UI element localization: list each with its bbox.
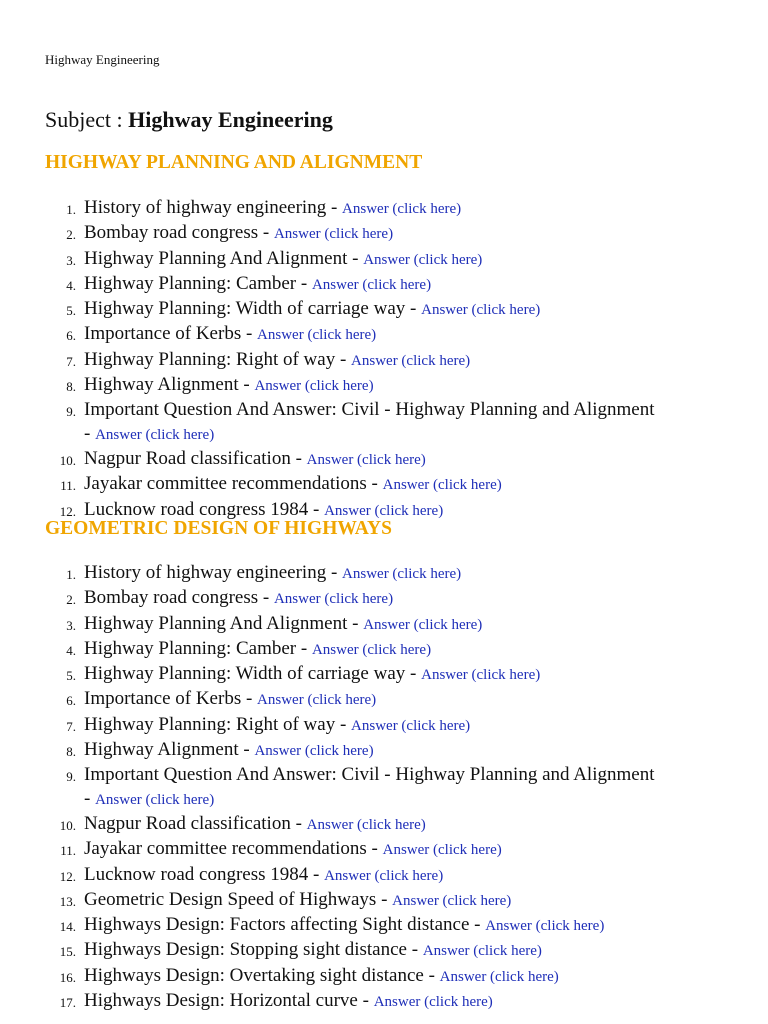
list-item-number: 8. [66,744,76,760]
section-heading-geometric: GEOMETRIC DESIGN OF HIGHWAYS [45,518,392,539]
list-item [0,687,768,712]
list-item-title: Highway Planning: Right of way - [84,348,347,370]
list-item-title: Jayakar committee recommendations - [84,838,378,860]
list-item-title: Highway Planning: Width of carriage way - [84,298,417,320]
answer-link[interactable]: Answer (click here) [311,276,432,293]
list-item [0,662,768,687]
subject-name: Highway Engineering [128,107,333,132]
list-item-title: Importance of Kerbs - [84,323,253,345]
list-item-number: 17. [59,995,76,1011]
list-item-number: 6. [66,693,76,709]
answer-link[interactable]: Answer (click here) [363,251,483,268]
answer-link[interactable]: Answer (click here) [273,226,394,243]
list-item [0,812,768,837]
answer-link[interactable]: Answer (click here) [382,842,502,859]
answer-link[interactable]: Answer (click here) [311,641,432,658]
list-item-number: 7. [66,718,76,734]
list-item-number: 12. [59,503,76,519]
running-header: Highway Engineering [45,52,160,67]
answer-link[interactable]: Answer (click here) [363,616,483,633]
answer-link[interactable]: Answer (click here) [95,426,215,443]
list-item-title: Important Question And Answer: Civil - Highway Planning and Alignment - [84,399,655,444]
list-item [0,938,768,963]
list-item-number: 3. [66,252,76,268]
list-item-title: Jayakar committee recommendations - [84,473,378,495]
answer-link[interactable]: Answer (click here) [257,692,377,709]
list-item-number: 2. [66,227,76,243]
list-item-title: Nagpur Road classification - [84,447,302,469]
list-item-number: 11. [60,478,76,494]
list-item-title: Bombay road congress - [84,222,270,244]
list-item-number: 2. [66,592,76,608]
list-item-title: Bombay road congress - [84,587,270,609]
list-item [0,561,768,586]
list-item-title: Importance of Kerbs - [84,688,253,710]
answer-link[interactable]: Answer (click here) [422,943,542,960]
list-item-number: 14. [59,919,76,935]
list-item-title: Nagpur Road classification - [84,812,302,834]
list-item [0,322,768,347]
list-item-title: Highway Planning: Width of carriage way - [84,663,417,685]
list-item-title: Highway Planning: Right of way - [84,713,347,735]
answer-link[interactable]: Answer (click here) [351,352,471,369]
list-item [0,964,768,989]
list-item-title: Highway Planning: Camber - [84,637,308,659]
list-item-number: 11. [60,843,76,859]
answer-link[interactable]: Answer (click here) [324,867,444,884]
list-item [0,989,768,1014]
list-item-title: Highways Design: Stopping sight distance - [84,939,419,961]
list-item-title: Highway Planning: Camber - [84,272,308,294]
answer-link[interactable]: Answer (click here) [421,667,541,684]
answer-link[interactable]: Answer (click here) [373,994,493,1011]
list-item-title: Lucknow road congress 1984 - [84,863,320,885]
list-item-title: Important Question And Answer: Civil - Highway Planning and Alignment - [84,764,655,809]
list-item-title: Highways Design: Factors affecting Sight distance - [84,914,481,936]
list-item [0,447,768,472]
list-item-title: History of highway engineering - [84,562,338,583]
answer-link[interactable]: Answer (click here) [306,451,426,468]
list-item-number: 16. [59,969,76,985]
answer-link[interactable]: Answer (click here) [254,743,374,760]
topic-list-planning [0,196,768,523]
list-item-number: 4. [66,642,76,658]
list-item-number: 12. [59,868,76,884]
list-item-title: Highways Design: Horizontal curve - [84,990,369,1012]
answer-link[interactable]: Answer (click here) [439,968,559,985]
list-item-number: 9. [66,404,76,420]
list-item [0,586,768,611]
page-title [45,106,333,134]
list-item-number: 1. [66,202,76,217]
list-item [0,837,768,862]
list-item [0,196,768,221]
list-item [0,398,684,447]
list-item-title: History of highway engineering - [84,197,338,218]
answer-link[interactable]: Answer (click here) [306,816,426,833]
list-item-number: 9. [66,769,76,785]
list-item-title: Lucknow road congress 1984 - [84,498,320,520]
list-item [0,637,768,662]
list-item-number: 8. [66,379,76,395]
answer-link[interactable]: Answer (click here) [95,791,215,808]
list-item-number: 1. [66,567,76,582]
answer-link[interactable]: Answer (click here) [485,918,605,935]
answer-link[interactable]: Answer (click here) [382,477,502,494]
list-item-title: Geometric Design Speed of Highways - [84,888,388,910]
list-item-title: Highway Planning And Alignment - [84,612,359,634]
list-item-number: 5. [66,303,76,319]
list-item [0,348,768,373]
list-item [0,863,768,888]
list-item-number: 5. [66,668,76,684]
list-item-number: 15. [59,944,76,960]
list-item [0,373,768,398]
list-item [0,272,768,297]
answer-link[interactable]: Answer (click here) [342,566,462,582]
answer-link[interactable]: Answer (click here) [351,717,471,734]
list-item-number: 13. [59,893,76,909]
answer-link[interactable]: Answer (click here) [273,591,394,608]
answer-link[interactable]: Answer (click here) [257,327,377,344]
list-item [0,612,768,637]
list-item-number: 7. [66,353,76,369]
answer-link[interactable]: Answer (click here) [421,302,541,319]
answer-link[interactable]: Answer (click here) [342,201,462,217]
list-item [0,247,768,272]
list-item-title: Highways Design: Overtaking sight distance - [84,964,435,986]
list-item [0,472,768,497]
list-item [0,297,768,322]
answer-link[interactable]: Answer (click here) [254,378,374,395]
list-item [0,738,768,763]
list-item-number: 3. [66,617,76,633]
answer-link[interactable]: Answer (click here) [392,892,512,909]
answer-link[interactable]: Answer (click here) [324,502,444,519]
list-item [0,913,768,938]
list-item-number: 10. [59,817,76,833]
section-heading-planning: HIGHWAY PLANNING AND ALIGNMENT [45,152,423,173]
list-item-number: 4. [66,277,76,293]
topic-list-geometric [0,561,768,1014]
list-item-number: 6. [66,328,76,344]
list-item-title: Highway Alignment - [84,739,250,761]
list-item-title: Highway Alignment - [84,374,250,396]
subject-label: Subject : [45,107,123,132]
list-item [0,221,768,246]
list-item [0,763,684,812]
list-item [0,888,768,913]
list-item-title: Highway Planning And Alignment - [84,247,359,269]
list-item [0,713,768,738]
list-item-number: 10. [59,452,76,468]
